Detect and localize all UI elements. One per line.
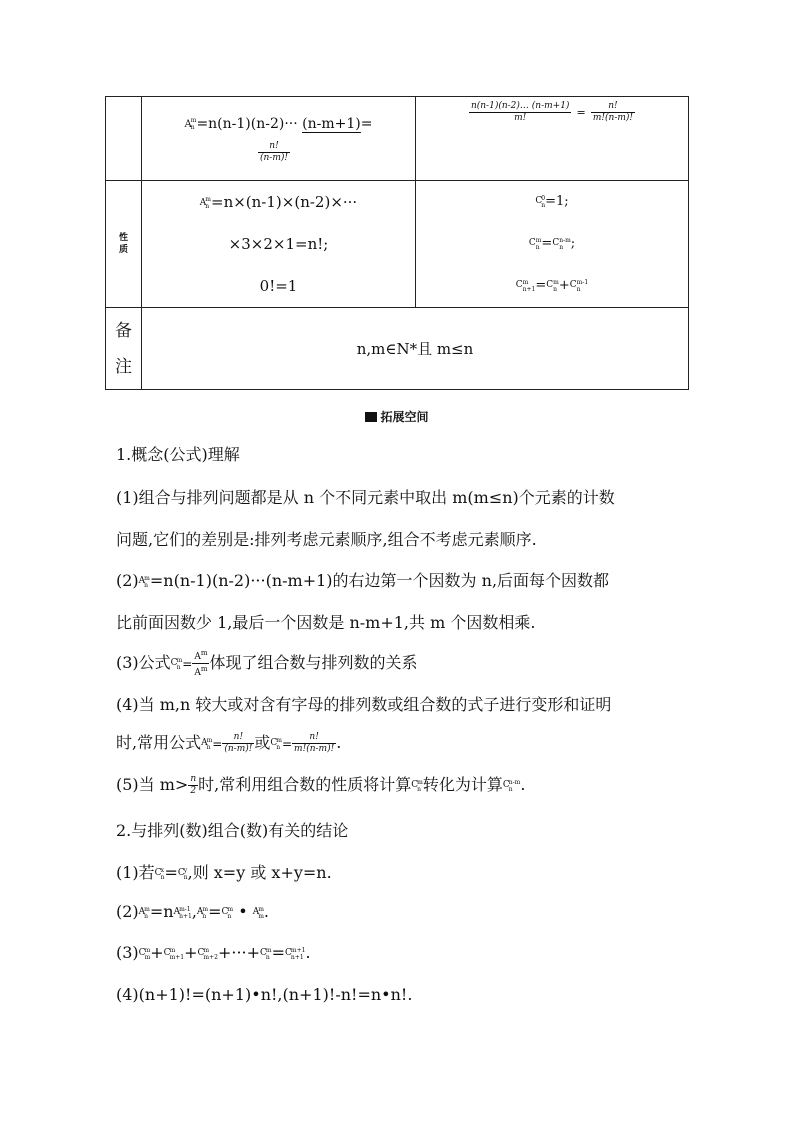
line-8: 时,常用公式 A m n = $\frac{n!}{(n-m)!}$ 或 C m n = $\frac{n!}{m!(n-m)!}$ . [116, 732, 342, 754]
line-7: (4)当 m,n 较大或对含有字母的排列数或组合数的式子进行变形和证明 [116, 695, 612, 714]
line-1: 1.概念(公式)理解 [116, 445, 240, 464]
row1-label-cell [106, 97, 142, 181]
speaker-icon [365, 412, 377, 422]
line-10: 2.与排列(数)组合(数)有关的结论 [116, 821, 349, 840]
row2-label-cell [106, 181, 142, 308]
comb-fraction-1: $\frac{n(n-1)(n-2)\dots (n-m+1)}{m!}$ [470, 101, 570, 123]
line-2: (1)组合与排列问题都是从 n 个不同元素中取出 m(m≤n)个元素的计数 [116, 488, 615, 507]
table-row-properties [106, 181, 689, 308]
notes-label-bottom: 注 [115, 356, 132, 377]
table-row-notes [106, 308, 689, 390]
comb-fraction-2: $\frac{n!}{m!(n-m)!}$ [592, 101, 634, 123]
underlined-term: (n-m+1) [302, 116, 361, 132]
notes-label-top: 备 [115, 320, 132, 341]
table-row-formulas [106, 97, 689, 181]
line-13: (3) C m m + C m m+1 + C m m+2 +···+ C m n = C m+1 n+1 . [116, 943, 311, 962]
perm-property-3: 0!=1 [259, 277, 298, 295]
perm-formula: A m n =n(n-1)(n-2)··· (n-m+1)= [184, 116, 373, 132]
line-5: 比前面因数少 1,最后一个因数是 n-m+1,共 m 个因数相乘. [116, 613, 536, 632]
notes-cell [142, 308, 689, 390]
comb-property-1: C 0 n =1; [535, 194, 569, 209]
perm-property-1: A m n =n×(n-1)×(n-2)×··· [199, 193, 358, 211]
perm-fraction: $\frac{n!}{(n-m)!}$ [260, 141, 289, 163]
comb-property-3: C m n+1 = C m n + C m-1 n [515, 278, 589, 293]
line-3: 问题,它们的差别是:排列考虑元素顺序,组合不考虑元素顺序. [116, 530, 537, 549]
perm-symbol: A [184, 118, 192, 130]
perm-properties-cell [142, 181, 416, 308]
line-9: (5)当 m> $\frac{n}{2}$ 时,常利用组合数的性质将计算 C m n 转化为计算 C n-m n . [116, 774, 526, 796]
section-header: 拓展空间 [0, 408, 794, 425]
comb-properties-cell [416, 181, 689, 308]
perm-property-2: ×3×2×1=n!; [228, 235, 329, 253]
perm-formula-cell [142, 97, 416, 181]
line-12: (2) A m n =n A m-1 n+1 , A m n = C m n • A m m . [116, 902, 270, 921]
notes-text: n,m∈N*且 m≤n [356, 340, 474, 358]
comb-formula-cell: $\frac{n(n-1)(n-2)\dots (n-m+1)}{m!}$ = $\frac{n!}{m!(n-m)!}$ [416, 97, 689, 181]
line-4: (2) A m n =n(n-1)(n-2)···(n-m+1)的右边第一个因数为 n,后面每个因数都 [116, 571, 610, 590]
line-6: (3)公式 C m n = $\frac{A^m}{A^m}$ 体现了组合数与排列数的关系 [116, 649, 418, 678]
line-14: (4)(n+1)!=(n+1)•n!,(n+1)!-n!=n•n!. [116, 985, 413, 1004]
comb-property-2: C m n = C n-m n ; [528, 236, 576, 251]
line-11: (1)若 C x n = C y n ,则 x=y 或 x+y=n. [116, 863, 332, 882]
row3-label-cell [106, 308, 142, 390]
properties-label: 性质 [118, 233, 128, 255]
formula-table [105, 96, 689, 390]
